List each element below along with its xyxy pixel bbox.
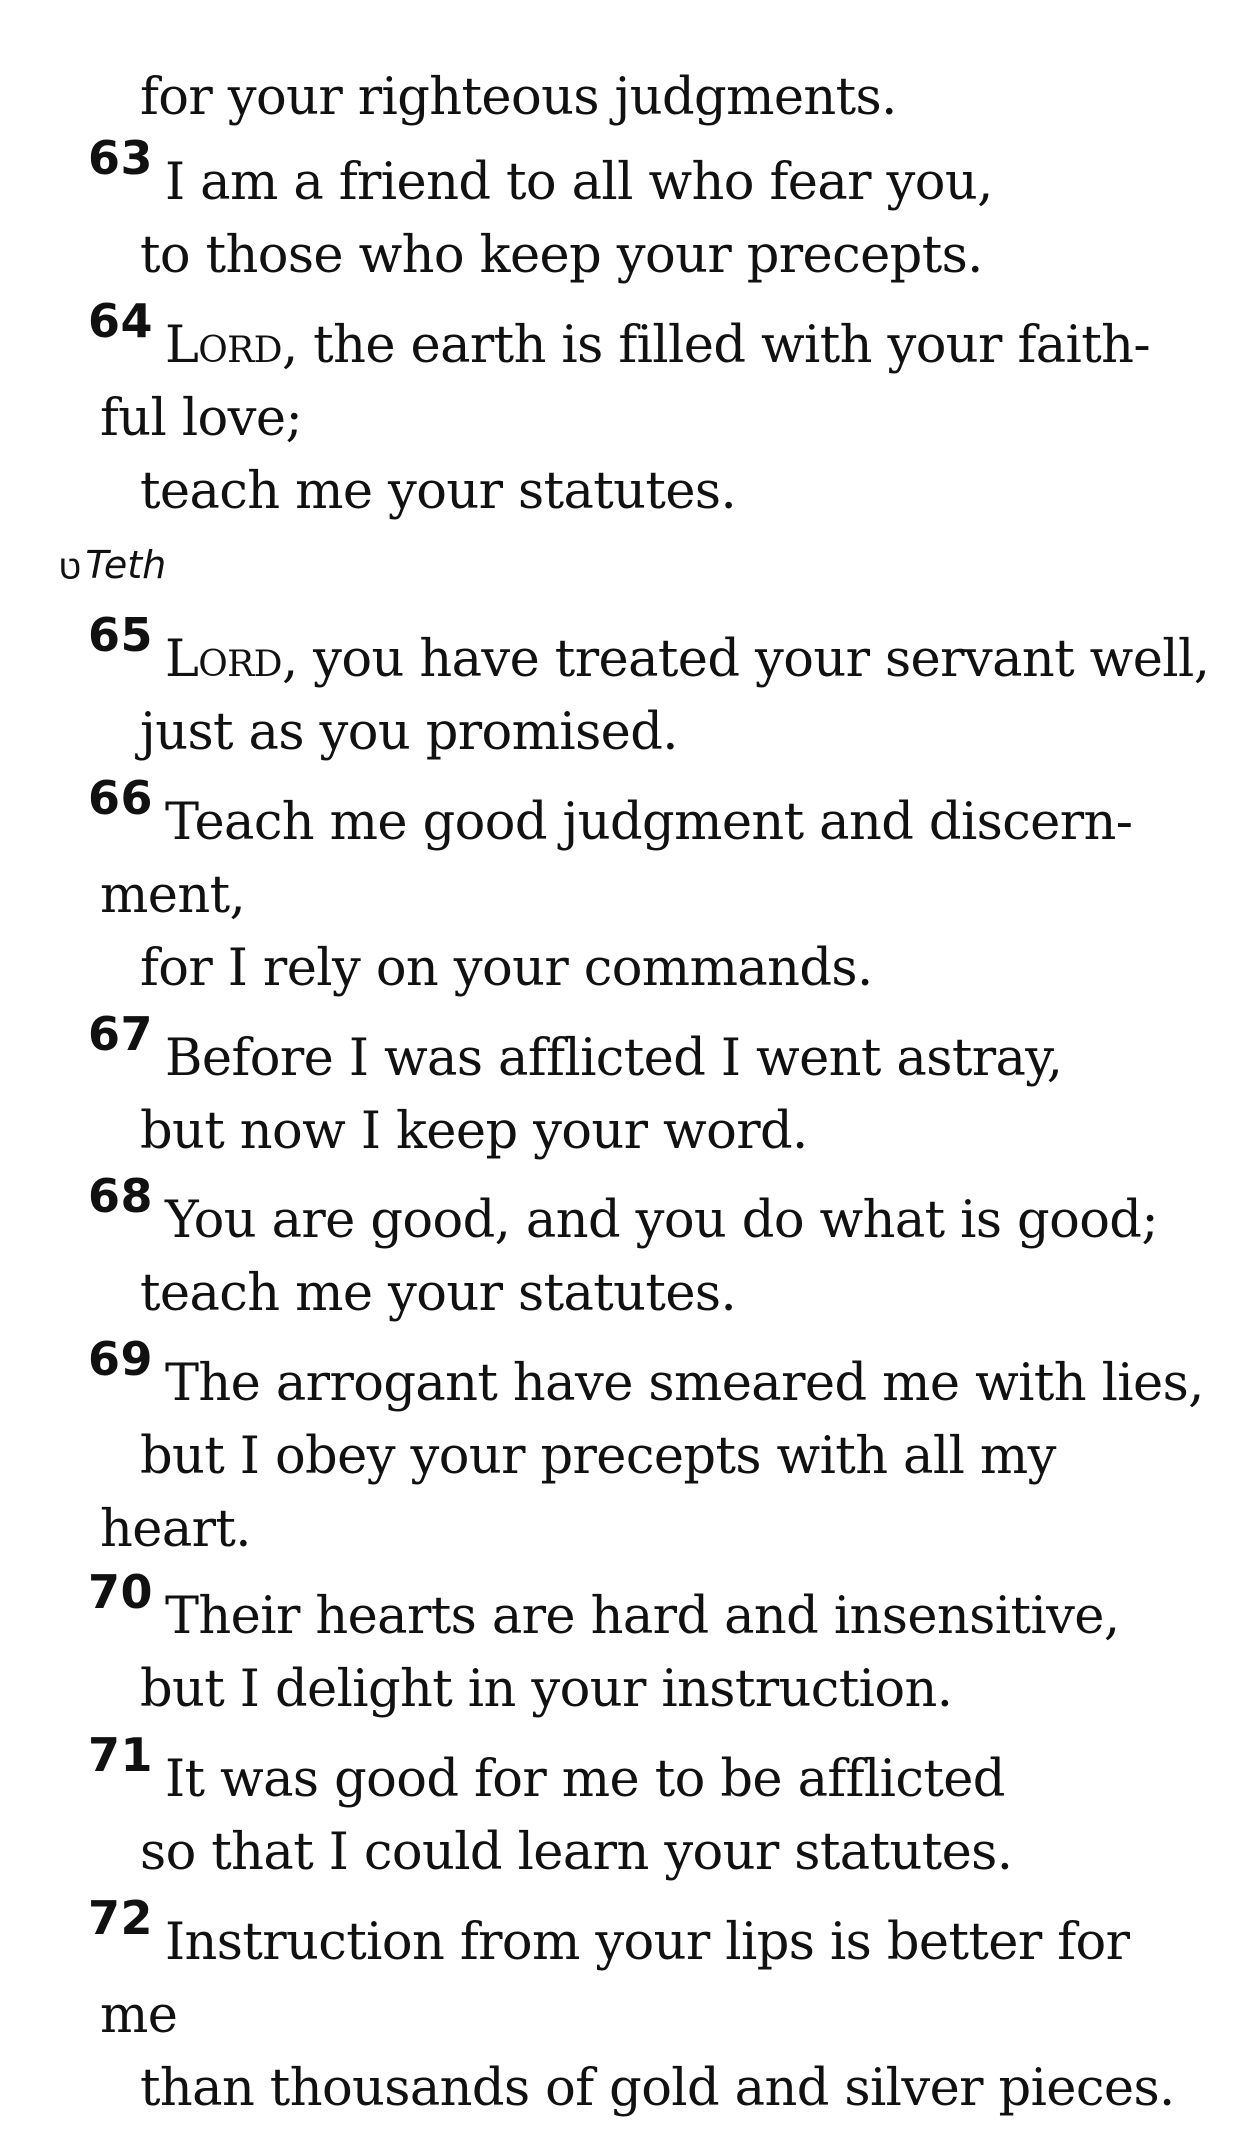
verse-number: 69 bbox=[88, 1332, 154, 1386]
verse-line: I am a friend to all who fear you, bbox=[165, 153, 993, 212]
verse-line: ful love; bbox=[100, 389, 303, 448]
verse-line: but I obey your precepts with all my bbox=[140, 1427, 1056, 1486]
verse-line: but I delight in your instruction. bbox=[140, 1660, 953, 1719]
verse-line: ment, bbox=[100, 866, 246, 925]
verse-number: 68 bbox=[88, 1169, 154, 1223]
verse-number: 66 bbox=[88, 771, 154, 825]
verse-line: so that I could learn your statutes. bbox=[140, 1823, 1013, 1882]
verse-number: 63 bbox=[88, 131, 154, 185]
verse-number: 67 bbox=[88, 1007, 154, 1061]
lord-small-caps: Lord bbox=[165, 316, 282, 375]
verse-line: It was good for me to be afflicted bbox=[165, 1750, 1005, 1809]
verse-number: 64 bbox=[88, 294, 154, 348]
verse-line: Before I was afflicted I went astray, bbox=[165, 1029, 1063, 1088]
verse-line-text: , the earth is filled with your faith- bbox=[281, 316, 1151, 375]
section-heading-name: Teth bbox=[85, 543, 167, 587]
verse-line bbox=[165, 316, 1151, 375]
section-heading bbox=[58, 543, 167, 587]
verse-line: than thousands of gold and silver pieces. bbox=[140, 2059, 1175, 2118]
verse-line: me bbox=[100, 1986, 178, 2045]
verse-line-text: , you have treated your servant well, bbox=[281, 630, 1210, 689]
verse-line: for your righteous judgments. bbox=[140, 68, 897, 127]
verse-line: for I rely on your commands. bbox=[140, 939, 873, 998]
verse-line bbox=[165, 630, 1210, 689]
verse-line: but now I keep your word. bbox=[140, 1102, 808, 1161]
verse-number: 72 bbox=[88, 1891, 154, 1945]
verse-line: Teach me good judgment and discern- bbox=[165, 793, 1133, 852]
verse-number: 71 bbox=[88, 1728, 154, 1782]
verse-line: to those who keep your precepts. bbox=[140, 226, 983, 285]
lord-small-caps: Lord bbox=[165, 630, 282, 689]
verse-line: Instruction from your lips is better for bbox=[165, 1913, 1130, 1972]
verse-line: teach me your statutes. bbox=[140, 462, 737, 521]
verse-number: 70 bbox=[88, 1565, 154, 1619]
hebrew-letter: ט bbox=[58, 546, 82, 587]
verse-line: just as you promised. bbox=[140, 703, 678, 762]
verse-line: Their hearts are hard and insensitive, bbox=[165, 1587, 1120, 1646]
verse-line: You are good, and you do what is good; bbox=[165, 1191, 1158, 1250]
verse-line: heart. bbox=[100, 1500, 251, 1559]
verse-line: The arrogant have smeared me with lies, bbox=[165, 1354, 1204, 1413]
verse-number: 65 bbox=[88, 608, 154, 662]
verse-line: teach me your statutes. bbox=[140, 1264, 737, 1323]
